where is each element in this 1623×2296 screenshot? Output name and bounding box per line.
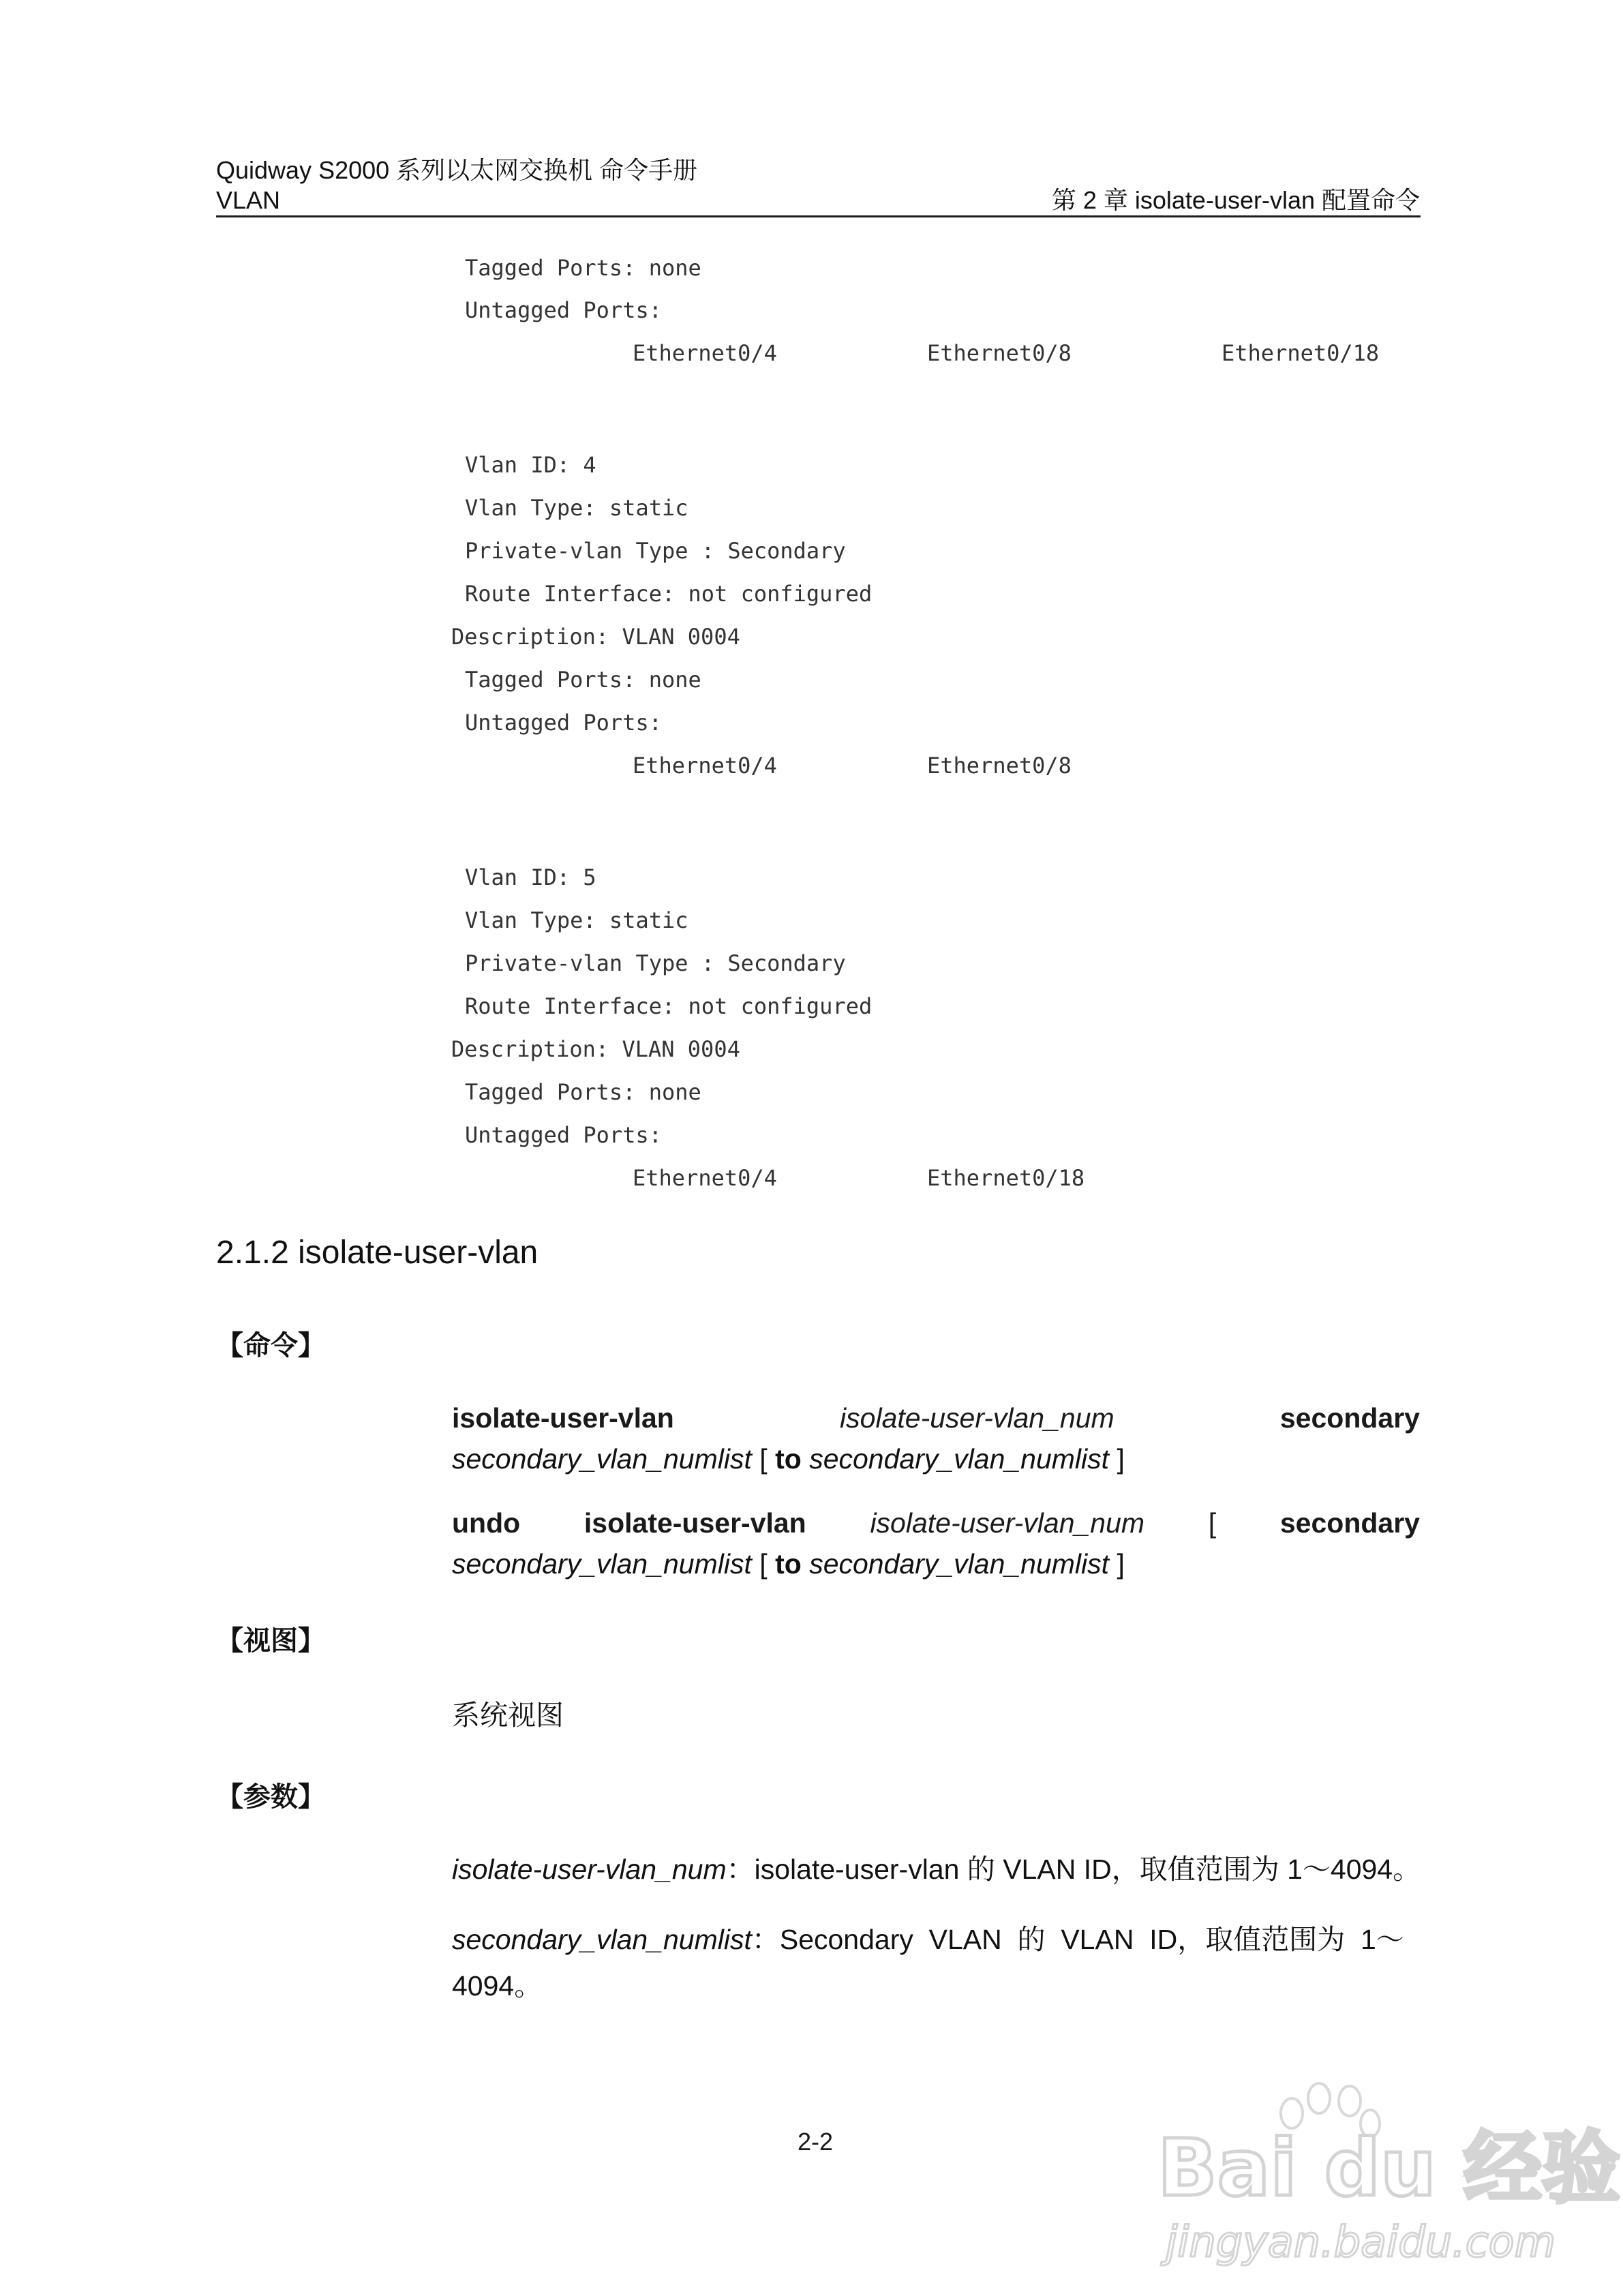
code-port: Ethernet0/4	[633, 753, 777, 779]
param-item	[452, 1922, 1404, 1957]
param-name: secondary_vlan_numlist	[452, 1924, 752, 1955]
cmd-bracket: ]	[1117, 1548, 1125, 1580]
code-port: Ethernet0/18	[1222, 340, 1380, 366]
code-line: Description: VLAN 0004	[451, 624, 740, 650]
header-rule	[216, 215, 1421, 217]
cmd-bracket: [	[1208, 1507, 1217, 1539]
cmd-bracket: [	[759, 1548, 768, 1580]
code-line: Vlan ID: 4	[465, 452, 596, 478]
command-syntax-line	[452, 1401, 1420, 1435]
section-title: 2.1.2 isolate-user-vlan	[216, 1235, 539, 1271]
code-line: Tagged Ports: none	[465, 667, 701, 693]
command-syntax-line	[452, 1506, 1420, 1540]
code-port: Ethernet0/18	[927, 1165, 1085, 1191]
header-chapter: 第 2 章 isolate-user-vlan 配置命令	[1051, 186, 1420, 214]
cmd-argument: secondary_vlan_numlist	[452, 1548, 752, 1580]
command-label: 【命令】	[216, 1331, 325, 1361]
cmd-keyword: isolate-user-vlan	[452, 1402, 674, 1434]
code-line: Untagged Ports:	[465, 1122, 662, 1148]
code-line: Route Interface: not configured	[465, 993, 873, 1019]
cmd-keyword: secondary	[1279, 1402, 1420, 1434]
page-number: 2-2	[798, 2128, 834, 2156]
cmd-keyword: secondary	[1279, 1507, 1420, 1539]
param-desc: ：isolate-user-vlan 的 VLAN ID，取值范围为 1～4094。	[726, 1854, 1421, 1885]
param-desc-continued: 4094。	[452, 1970, 543, 2002]
code-line: Vlan ID: 5	[465, 864, 596, 890]
code-port: Ethernet0/4	[633, 1165, 777, 1191]
cmd-bracket: [	[759, 1443, 768, 1475]
code-port: Ethernet0/8	[927, 753, 1072, 779]
command-syntax-line	[452, 1442, 1125, 1476]
code-line: Vlan Type: static	[465, 495, 688, 521]
cmd-keyword: undo	[452, 1507, 521, 1539]
header-chapter-name: VLAN	[216, 186, 281, 214]
cmd-argument: secondary_vlan_numlist	[809, 1548, 1110, 1580]
command-syntax-line	[452, 1547, 1125, 1581]
code-line: Vlan Type: static	[465, 907, 688, 933]
watermark-brand: Bai du 经验	[1157, 2123, 1620, 2214]
cmd-argument: secondary_vlan_numlist	[809, 1443, 1110, 1475]
code-line: Untagged Ports:	[465, 710, 662, 736]
cmd-keyword: isolate-user-vlan	[583, 1507, 806, 1539]
baidu-jingyan-watermark	[1152, 2066, 1620, 2270]
cmd-bracket: ]	[1117, 1443, 1125, 1475]
cmd-argument: isolate-user-vlan_num	[870, 1507, 1145, 1539]
header-title: Quidway S2000 系列以太网交换机 命令手册	[216, 156, 698, 184]
param-name: isolate-user-vlan_num	[452, 1854, 727, 1885]
view-label: 【视图】	[216, 1626, 325, 1656]
params-label: 【参数】	[216, 1782, 325, 1812]
watermark-url: jingyan.baidu.com	[1166, 2217, 1556, 2267]
param-item	[452, 1852, 1421, 1886]
code-line: Private-vlan Type : Secondary	[465, 538, 846, 564]
code-line: Private-vlan Type : Secondary	[465, 950, 846, 976]
cmd-keyword: to	[775, 1548, 802, 1580]
code-line: Tagged Ports: none	[465, 1079, 701, 1105]
code-line: Description: VLAN 0004	[451, 1036, 740, 1062]
param-desc: ：Secondary VLAN 的 VLAN ID，取值范围为 1～	[751, 1924, 1404, 1955]
code-line: Untagged Ports:	[465, 297, 662, 323]
code-line: Route Interface: not configured	[465, 581, 873, 607]
code-port: Ethernet0/8	[927, 340, 1072, 366]
cmd-keyword: to	[775, 1443, 802, 1475]
cmd-argument: secondary_vlan_numlist	[452, 1443, 752, 1475]
code-port: Ethernet0/4	[633, 340, 777, 366]
cmd-argument: isolate-user-vlan_num	[840, 1402, 1114, 1434]
view-text: 系统视图	[452, 1700, 564, 1731]
code-line: Tagged Ports: none	[465, 255, 701, 281]
